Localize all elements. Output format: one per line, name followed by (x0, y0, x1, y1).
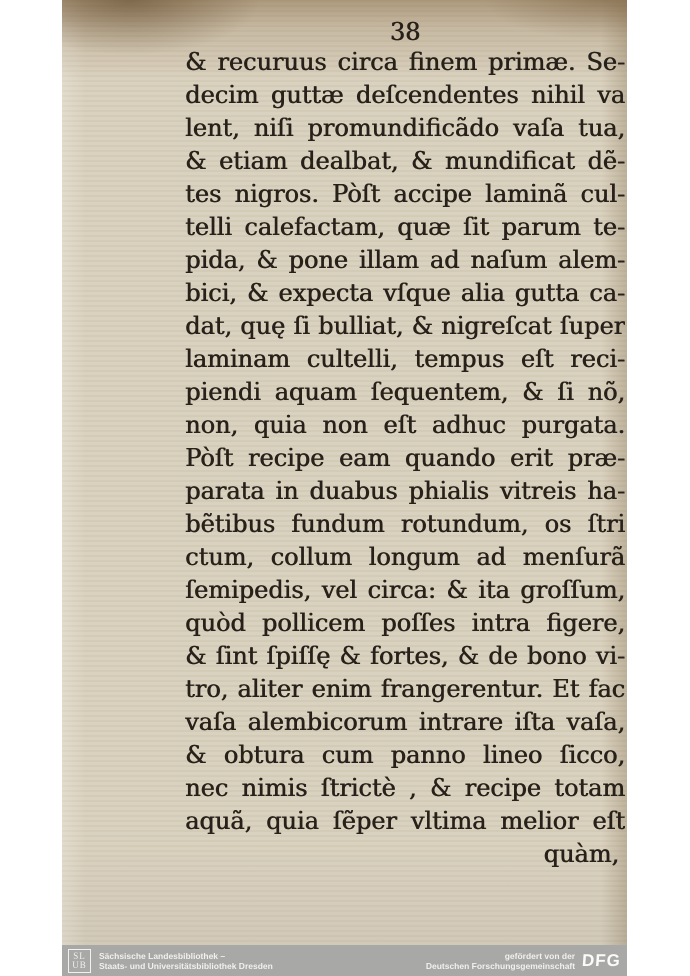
text-line: tro, aliter enim frangerentur. Et fac (185, 675, 625, 703)
catchword: quàm, (543, 840, 619, 868)
text-line: decim guttæ deſcendentes nihil va (185, 81, 625, 109)
library-attribution (99, 951, 273, 971)
funding-line1: gefördert von der (504, 950, 576, 961)
text-line: dat, quę ſi bulliat, & nigreſcat ſuper (185, 312, 625, 340)
text-line: ctum, collum longum ad menſurã (185, 543, 625, 571)
text-line: nec nimis ſtrictè , & recipe totam (185, 774, 625, 802)
slub-logo-bottom-letters: UB (72, 959, 87, 970)
slub-logo-top-letters: SL (73, 950, 86, 961)
text-line: parata in duabus phialis vitreis ha- (185, 477, 625, 505)
text-line: telli calefactam, quæ ſit parum te- (185, 213, 625, 241)
text-line: Pòſt recipe eam quando erit præ- (185, 444, 625, 472)
funding-attribution (426, 951, 575, 971)
slub-logo-icon (68, 949, 91, 973)
text-line: non, quia non eſt adhuc purgata. (185, 411, 625, 439)
library-name-line2: Staats- und Universitätsbibliothek Dresden (99, 960, 273, 971)
funding-line2: Deutschen Forschungsgemeinschaft (425, 960, 576, 971)
text-line: bici, & expecta vſque alia gutta ca- (185, 279, 625, 307)
library-name-line1: Sächsische Landesbibliothek – (99, 950, 226, 961)
text-line: quòd pollicem poſſes intra figere, (185, 609, 625, 637)
text-block (185, 46, 625, 871)
text-line: & etiam dealbat, & mundificat dẽ- (185, 147, 625, 175)
text-line: bẽtibus fundum rotundum, os ſtri (185, 510, 625, 538)
text-line: piendi aquam ſequentem, & ſi nõ, (185, 378, 625, 406)
text-line: vaſa alembicorum intrare iſta vaſa, (185, 708, 625, 736)
text-line: & ſint ſpiſſę & fortes, & de bono vi- (185, 642, 625, 670)
dfg-logo: DFG (581, 950, 622, 970)
text-line: lent, niſi promundificãdo vaſa tua, (185, 114, 625, 142)
text-line: & obtura cum panno lineo ſicco, (185, 741, 625, 769)
page-number: 38 (389, 18, 421, 46)
digitization-footer (62, 945, 627, 976)
text-line: laminam cultelli, tempus eſt reci- (185, 345, 625, 373)
text-line: tes nigros. Pòſt accipe laminã cul- (185, 180, 625, 208)
text-line: ſemipedis, vel circa: & ita groſſum, (185, 576, 625, 604)
book-page-scan (62, 0, 627, 976)
text-line: pida, & pone illam ad naſum alem- (185, 246, 625, 274)
text-line: aquã, quia ſẽper vltima melior eſt (185, 807, 625, 835)
text-line: & recuruus circa finem primæ. Se- (185, 48, 625, 76)
